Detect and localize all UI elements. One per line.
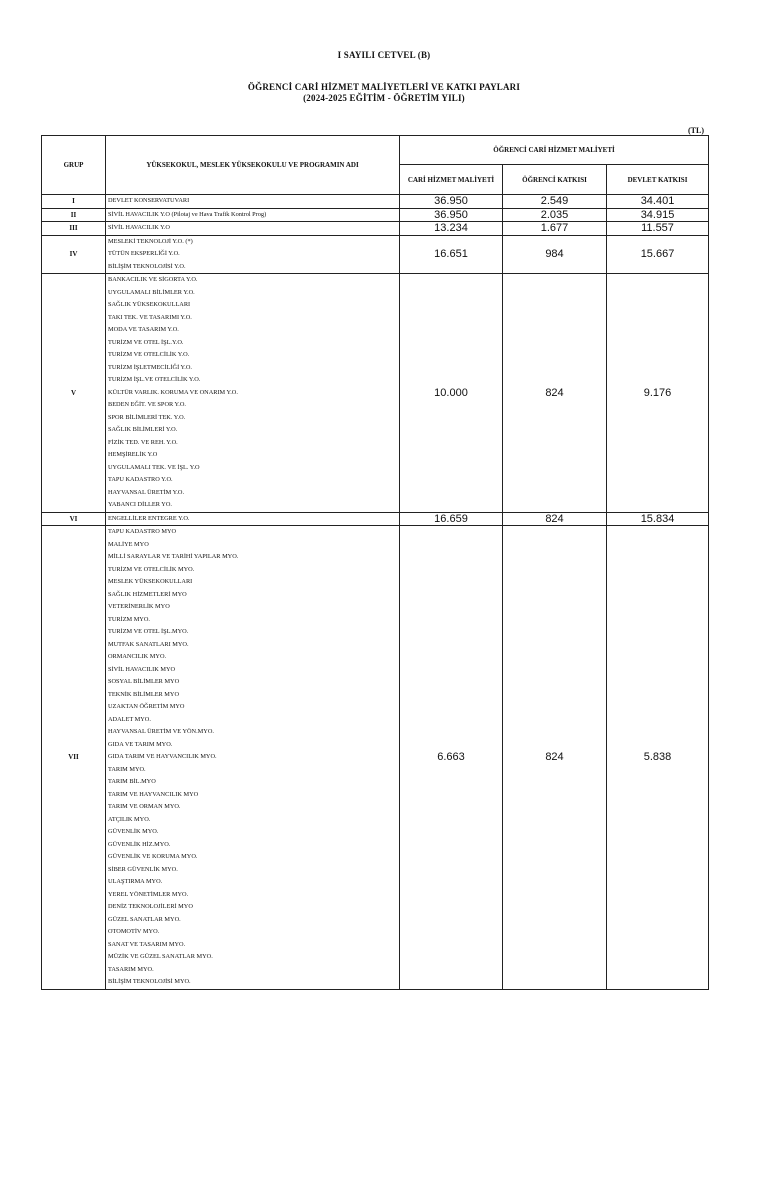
program-name: TARIM VE ORMAN MYO. <box>108 803 181 810</box>
program-name: FİZİK TED. VE REH. Y.O. <box>108 438 178 446</box>
program-name: SİBER GÜVENLİK MYO. <box>108 865 178 873</box>
program-name: MODA VE TASARIM Y.O. <box>108 326 179 333</box>
program-name: SİVİL HAVACILIK MYO <box>108 665 176 673</box>
table-row <box>42 526 709 990</box>
header-grup: GRUP <box>42 136 106 195</box>
program-name: BİLİŞİM TEKNOLOJİSİ Y.O. <box>108 262 186 270</box>
program-name: TURİZM VE OTELCİLİK MYO. <box>108 565 195 573</box>
program-name: TARIM MYO. <box>108 765 146 773</box>
program-name: TURİZM VE OTEL İŞL.MYO. <box>108 628 189 635</box>
program-name: VETERİNERLİK MYO <box>108 603 170 610</box>
program-list <box>106 208 400 222</box>
header-student: ÖĞRENCİ KATKISI <box>503 165 607 195</box>
program-list <box>106 526 400 990</box>
cost-value: 6.663 <box>400 526 503 990</box>
state-value: 5.838 <box>607 526 709 990</box>
program-name: UZAKTAN ÖĞRETİM MYO <box>108 703 185 710</box>
program-name: TURİZM MYO. <box>108 615 150 623</box>
document-subtitle: (2024-2025 EĞİTİM - ÖĞRETİM YILI) <box>303 93 465 103</box>
program-name: GIDA VE TARIM MYO. <box>108 740 173 748</box>
student-value: 984 <box>503 235 607 274</box>
program-name: TASARIM MYO. <box>108 965 154 973</box>
program-name: TURİZM İŞLETMECİLİĞİ Y.O. <box>108 363 192 371</box>
student-value: 824 <box>503 526 607 990</box>
program-name: TURİZM İŞL.VE OTELCİLİK Y.O. <box>108 376 201 383</box>
program-name: SAĞLIK BİLİMLERİ Y.O. <box>108 426 178 433</box>
program-name: YEREL YÖNETİMLER MYO. <box>108 890 189 898</box>
program-name: SOSYAL BİLİMLER MYO <box>108 678 180 685</box>
program-name: DENİZ TEKNOLOJİLERİ MYO <box>108 903 193 910</box>
program-name: ATÇILIK MYO. <box>108 815 151 823</box>
program-list <box>106 274 400 513</box>
program-list <box>106 222 400 236</box>
program-name: TEKNİK BİLİMLER MYO <box>108 690 180 698</box>
group-number: II <box>42 208 106 222</box>
header-program: YÜKSEKOKUL, MESLEK YÜKSEKOKULU VE PROGRAMIN ADI <box>106 136 400 195</box>
currency-label: (TL) <box>688 126 704 135</box>
student-value: 2.549 <box>503 195 607 209</box>
program-name: TARIM VE HAYVANCILIK MYO <box>108 790 199 798</box>
header-state: DEVLET KATKISI <box>607 165 709 195</box>
state-value: 34.401 <box>607 195 709 209</box>
student-value: 824 <box>503 512 607 526</box>
program-list <box>106 512 400 526</box>
program-name: ENGELLİLER ENTEGRE Y.O. <box>108 514 190 522</box>
program-name: BEDEN EĞİT. VE SPOR Y.O. <box>108 401 186 408</box>
program-name: SİVİL HAVACILIK Y.O (Pilotaj ve Hava Trafik Kontrol Prog) <box>108 210 267 218</box>
state-value: 15.667 <box>607 235 709 274</box>
program-name: TAPU KADASTRO Y.O. <box>108 476 173 483</box>
program-name: UYGULAMALI TEK. VE İŞL. Y.O <box>108 463 200 471</box>
student-value: 2.035 <box>503 208 607 222</box>
cost-value: 10.000 <box>400 274 503 513</box>
table-row <box>42 222 709 236</box>
program-name: BİLİŞİM TEKNOLOJİSİ MYO. <box>108 978 191 985</box>
document-title: ÖĞRENCİ CARİ HİZMET MALİYETLERİ VE KATKI PAYLARI <box>247 82 521 92</box>
program-name: MUTFAK SANATLARI MYO. <box>108 640 189 648</box>
program-name: TÜTÜN EKSPERLİĞİ Y.O. <box>108 250 180 257</box>
program-name: MÜZİK VE GÜZEL SANATLAR MYO. <box>108 953 213 960</box>
cost-value: 16.659 <box>400 512 503 526</box>
program-name: SİVİL HAVACILIK Y.O <box>108 224 170 231</box>
program-list <box>106 235 400 274</box>
program-name: OTOMOTİV MYO. <box>108 928 160 935</box>
group-number: VI <box>42 512 106 526</box>
program-name: TURİZM VE OTEL İŞL.Y.O. <box>108 338 184 346</box>
program-name: ADALET MYO. <box>108 715 151 723</box>
program-name: SANAT VE TASARIM MYO. <box>108 940 186 948</box>
table-row <box>42 274 709 513</box>
program-name: TAKI TEK. VE TASARIMI Y.O. <box>108 313 192 321</box>
program-name: TURİZM VE OTELCİLİK Y.O. <box>108 351 190 358</box>
program-name: MALİYE MYO <box>108 540 149 548</box>
program-name: UYGULAMALI BİLİMLER Y.O. <box>108 288 195 296</box>
program-name: HEMŞİRELİK Y.O <box>108 451 158 458</box>
cost-value: 36.950 <box>400 195 503 209</box>
cost-value: 36.950 <box>400 208 503 222</box>
document-heading: I SAYILI CETVEL (B) <box>337 50 431 60</box>
program-name: HAYVANSAL ÜRETİM Y.O. <box>108 488 185 496</box>
group-number: VII <box>42 526 106 990</box>
table-row <box>42 512 709 526</box>
student-value: 824 <box>503 274 607 513</box>
program-name: GÜVENLİK MYO. <box>108 828 159 835</box>
group-number: IV <box>42 235 106 274</box>
program-name: GÜVENLİK VE KORUMA MYO. <box>108 853 198 860</box>
group-number: III <box>42 222 106 236</box>
cost-value: 13.234 <box>400 222 503 236</box>
program-name: TAPU KADASTRO MYO <box>108 528 177 535</box>
group-number: I <box>42 195 106 209</box>
program-list <box>106 195 400 209</box>
program-name: SAĞLIK YÜKSEKOKULLARI <box>108 301 191 308</box>
program-name: HAYVANSAL ÜRETİM VE YÖN.MYO. <box>108 728 214 735</box>
header-cost-group: ÖĞRENCİ CARİ HİZMET MALİYETİ <box>400 136 709 165</box>
program-name: GIDA TARIM VE HAYVANCILIK MYO. <box>108 753 217 760</box>
header-cost: CARİ HİZMET MALİYETİ <box>400 165 503 195</box>
program-name: KÜLTÜR VARLIK. KORUMA VE ONARIM Y.O. <box>108 388 238 396</box>
program-name: MİLLİ SARAYLAR VE TARİHİ YAPILAR MYO. <box>108 553 239 560</box>
state-value: 9.176 <box>607 274 709 513</box>
program-name: SAĞLIK HİZMETLERİ MYO <box>108 590 187 598</box>
table-row <box>42 208 709 222</box>
program-name: MESLEKİ TEKNOLOJİ Y.O. (*) <box>108 237 193 245</box>
program-name: BANKACILIK VE SİGORTA Y.O. <box>108 276 198 283</box>
program-name: GÜVENLİK HİZ.MYO. <box>108 840 171 848</box>
group-number: V <box>42 274 106 513</box>
program-name: GÜZEL SANATLAR MYO. <box>108 915 181 923</box>
program-name: ORMANCILIK MYO. <box>108 653 167 660</box>
program-name: ULAŞTIRMA MYO. <box>108 878 163 885</box>
state-value: 34.915 <box>607 208 709 222</box>
program-name: TARIM BİL.MYO <box>108 778 156 785</box>
program-name: SPOR BİLİMLERİ TEK. Y.O. <box>108 413 186 421</box>
program-name: DEVLET KONSERVATUVARI <box>108 197 190 204</box>
state-value: 15.834 <box>607 512 709 526</box>
student-value: 1.677 <box>503 222 607 236</box>
cost-value: 16.651 <box>400 235 503 274</box>
table-row <box>42 195 709 209</box>
program-name: MESLEK YÜKSEKOKULLARI <box>108 578 193 585</box>
table-row <box>42 235 709 274</box>
program-name: YABANCI DİLLER YO. <box>108 501 172 508</box>
cost-table <box>41 135 709 990</box>
state-value: 11.557 <box>607 222 709 236</box>
